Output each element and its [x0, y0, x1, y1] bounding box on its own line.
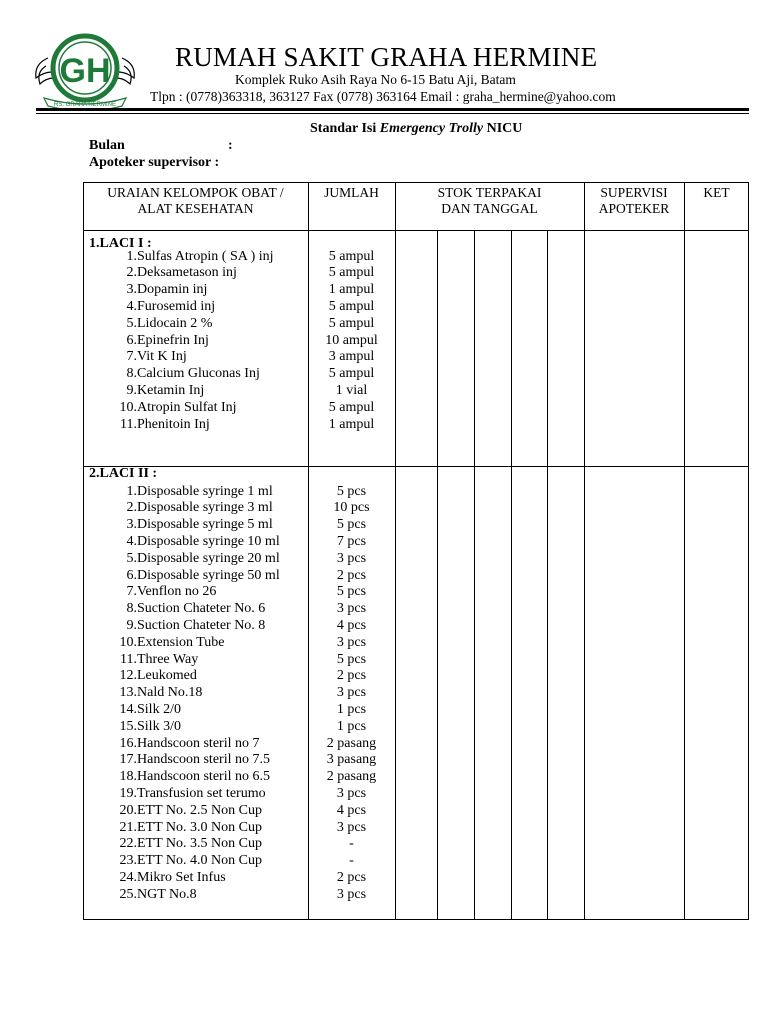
item-row: [111, 886, 197, 904]
item-row: [111, 752, 270, 769]
item-name: ETT No. 4.0 Non Cup: [137, 853, 262, 869]
item-number: 6.: [126, 567, 137, 583]
item-quantity: 2 pcs: [336, 869, 367, 885]
item-name: Venflon no 26: [137, 584, 217, 600]
item-row: [111, 298, 216, 316]
col-divider-jumlah: [395, 182, 396, 920]
item-number: 3.: [126, 282, 137, 298]
item-name: Vit K Inj: [137, 349, 187, 365]
item-quantity: 5 pcs: [336, 517, 367, 533]
item-number: 7.: [126, 584, 137, 600]
item-number: 1.: [126, 483, 137, 499]
item-row: [111, 483, 273, 501]
item-name: ETT No. 2.5 Non Cup: [137, 802, 262, 818]
item-number: 5.: [126, 550, 137, 566]
item-quantity: 5 ampul: [328, 265, 375, 281]
item-quantity: 5 ampul: [328, 366, 375, 382]
item-name: Disposable syringe 10 ml: [137, 533, 280, 549]
item-number: 4.: [126, 533, 137, 549]
item-row: [111, 668, 197, 685]
stok-subcol-divider: [511, 230, 512, 920]
item-row: [111, 584, 217, 601]
item-row: [111, 366, 260, 383]
item-name: Disposable syringe 5 ml: [137, 517, 273, 533]
header-divider: [83, 230, 749, 231]
hospital-contact: Tlpn : (0778)363318, 363127 Fax (0778) 363164 Email : graha_hermine@yahoo.com: [150, 89, 616, 104]
item-number: 17.: [119, 752, 137, 768]
item-name: Silk 2/0: [137, 701, 181, 717]
stok-subcol-divider: [474, 230, 475, 920]
laci-2-title: 2.LACI II :: [89, 466, 158, 481]
item-name: Epinefrin Inj: [137, 332, 209, 348]
item-quantity: 3 pcs: [336, 634, 367, 650]
bulan-row: [89, 138, 233, 154]
item-name: Ketamin Inj: [137, 382, 205, 398]
item-quantity: -: [349, 853, 354, 869]
item-name: Phenitoin Inj: [137, 416, 210, 432]
item-row: [111, 282, 208, 299]
letterhead-rule-thin: [36, 113, 749, 114]
item-quantity: 3 pcs: [336, 819, 367, 835]
apoteker-supervisor-label: Apoteker supervisor :: [89, 155, 220, 170]
item-name: Three Way: [137, 651, 199, 667]
hospital-address: Komplek Ruko Asih Raya No 6-15 Batu Aji, Batam: [235, 72, 516, 87]
item-quantity: 5 ampul: [328, 298, 375, 314]
item-name: Lidocain 2 %: [137, 315, 213, 331]
item-row: [111, 500, 273, 517]
item-number: 2.: [126, 500, 137, 516]
item-number: 11.: [120, 651, 137, 667]
header-ket: KET: [703, 185, 730, 200]
item-number: 22.: [119, 836, 137, 852]
item-quantity: 2 pcs: [336, 567, 367, 583]
item-row: [111, 265, 237, 282]
hospital-name: RUMAH SAKIT GRAHA HERMINE: [175, 42, 598, 72]
item-quantity: 5 ampul: [328, 248, 375, 264]
item-name: Suction Chateter No. 8: [137, 617, 266, 633]
laci-1-title: 1.LACI I :: [89, 236, 152, 251]
item-number: 9.: [126, 382, 137, 398]
item-name: Handscoon steril no 7: [137, 735, 260, 751]
item-row: [111, 735, 260, 753]
item-number: 24.: [119, 869, 137, 885]
item-name: Disposable syringe 20 ml: [137, 550, 280, 566]
hospital-logo: [30, 28, 140, 110]
logo-ribbon-text: RS. GRAHA HERMINE: [53, 102, 117, 108]
item-number: 3.: [126, 517, 137, 533]
item-name: Calcium Gluconas Inj: [137, 366, 260, 382]
item-row: [111, 701, 181, 719]
item-quantity: 1 pcs: [336, 701, 367, 717]
item-row: [111, 315, 213, 333]
item-quantity: 5 ampul: [328, 399, 375, 415]
header-jumlah: JUMLAH: [324, 185, 379, 200]
item-row: [111, 567, 280, 585]
item-quantity: 7 pcs: [336, 533, 367, 549]
item-quantity: 3 pcs: [336, 601, 367, 617]
item-quantity: 10 pcs: [333, 500, 370, 516]
item-number: 19.: [119, 785, 137, 801]
item-number: 11.: [120, 416, 137, 432]
item-quantity: 2 pasang: [326, 735, 377, 751]
item-name: Handscoon steril no 7.5: [137, 752, 270, 768]
item-name: Furosemid inj: [137, 298, 216, 314]
item-name: ETT No. 3.0 Non Cup: [137, 819, 262, 835]
item-name: Deksametason inj: [137, 265, 237, 281]
item-number: 1.: [126, 248, 137, 264]
item-name: NGT No.8: [137, 886, 197, 902]
item-number: 21.: [119, 819, 137, 835]
item-quantity: 5 pcs: [336, 584, 367, 600]
col-divider-supervisi: [684, 182, 685, 920]
item-row: [111, 718, 181, 736]
item-row: [111, 836, 262, 853]
item-name: Sulfas Atropin ( SA ) inj: [137, 248, 274, 264]
item-row: [111, 550, 280, 568]
item-number: 23.: [119, 853, 137, 869]
item-name: Extension Tube: [137, 634, 225, 650]
item-quantity: 3 pcs: [336, 886, 367, 902]
item-row: [111, 248, 274, 266]
item-quantity: 3 pcs: [336, 685, 367, 701]
item-quantity: 2 pcs: [336, 668, 367, 684]
item-row: [111, 416, 210, 434]
item-name: Disposable syringe 50 ml: [137, 567, 280, 583]
item-number: 14.: [119, 701, 137, 717]
item-row: [111, 533, 280, 551]
item-name: Leukomed: [137, 668, 197, 684]
item-quantity: 5 ampul: [328, 315, 375, 331]
item-number: 2.: [126, 265, 137, 281]
item-quantity: 10 ampul: [325, 332, 378, 348]
item-quantity: 1 pcs: [336, 718, 367, 734]
item-row: [111, 853, 262, 870]
item-row: [111, 802, 262, 820]
header-supervisi: SUPERVISI APOTEKER: [598, 185, 670, 216]
item-quantity: 4 pcs: [336, 617, 367, 633]
item-row: [111, 769, 270, 786]
item-quantity: 1 vial: [335, 382, 368, 398]
item-quantity: 1 ampul: [328, 416, 375, 432]
item-number: 12.: [119, 668, 137, 684]
item-name: Atropin Sulfat Inj: [137, 399, 237, 415]
item-number: 10.: [119, 399, 137, 415]
item-row: [111, 399, 237, 417]
item-number: 10.: [119, 634, 137, 650]
item-number: 4.: [126, 298, 137, 314]
item-quantity: 5 pcs: [336, 483, 367, 499]
item-name: Disposable syringe 1 ml: [137, 483, 273, 499]
item-row: [111, 685, 203, 702]
header-stok: STOK TERPAKAI DAN TANGGAL: [437, 185, 542, 216]
item-name: Dopamin inj: [137, 282, 208, 298]
item-row: [111, 651, 199, 669]
item-quantity: 3 ampul: [328, 349, 375, 365]
item-row: [111, 349, 187, 366]
item-quantity: 3 pcs: [336, 785, 367, 801]
col-divider-stok: [584, 182, 585, 920]
item-row: [111, 869, 226, 887]
document-title-italic: Emergency Trolly: [379, 121, 484, 136]
item-number: 16.: [119, 735, 137, 751]
item-number: 15.: [119, 718, 137, 734]
item-quantity: 1 ampul: [328, 282, 375, 298]
item-row: [111, 332, 209, 350]
item-row: [111, 819, 262, 837]
item-number: 9.: [126, 617, 137, 633]
item-quantity: 3 pcs: [336, 550, 367, 566]
item-quantity: 2 pasang: [326, 769, 377, 785]
item-name: Handscoon steril no 6.5: [137, 769, 270, 785]
item-number: 8.: [126, 366, 137, 382]
item-name: Mikro Set Infus: [137, 869, 226, 885]
document-title: Standar Isi Emergency Trolly NICU: [310, 121, 523, 136]
bulan-label: Bulan: [89, 138, 125, 153]
item-number: 6.: [126, 332, 137, 348]
item-number: 8.: [126, 601, 137, 617]
item-name: Silk 3/0: [137, 718, 181, 734]
letterhead-rule-thick: [36, 108, 749, 111]
item-number: 20.: [119, 802, 137, 818]
item-number: 18.: [119, 769, 137, 785]
bulan-colon: :: [228, 138, 233, 153]
item-name: ETT No. 3.5 Non Cup: [137, 836, 262, 852]
header-uraian: URAIAN KELOMPOK OBAT / ALAT KESEHATAN: [107, 185, 284, 216]
item-row: [111, 382, 205, 400]
stok-subcol-divider: [547, 230, 548, 920]
item-row: [111, 617, 266, 635]
item-row: [111, 601, 266, 618]
item-number: 25.: [119, 886, 137, 902]
item-quantity: 4 pcs: [336, 802, 367, 818]
item-name: Disposable syringe 3 ml: [137, 500, 273, 516]
section-divider: [83, 466, 749, 467]
item-quantity: 5 pcs: [336, 651, 367, 667]
item-name: Nald No.18: [137, 685, 203, 701]
item-quantity: 3 pasang: [326, 752, 377, 768]
logo-letters: GH: [59, 52, 111, 90]
item-name: Suction Chateter No. 6: [137, 601, 266, 617]
item-row: [111, 517, 273, 534]
item-name: Transfusion set terumo: [137, 785, 266, 801]
item-quantity: -: [349, 836, 354, 852]
item-row: [111, 634, 225, 652]
item-number: 13.: [119, 685, 137, 701]
item-number: 5.: [126, 315, 137, 331]
item-number: 7.: [126, 349, 137, 365]
item-row: [111, 785, 266, 803]
stok-subcol-divider: [437, 230, 438, 920]
